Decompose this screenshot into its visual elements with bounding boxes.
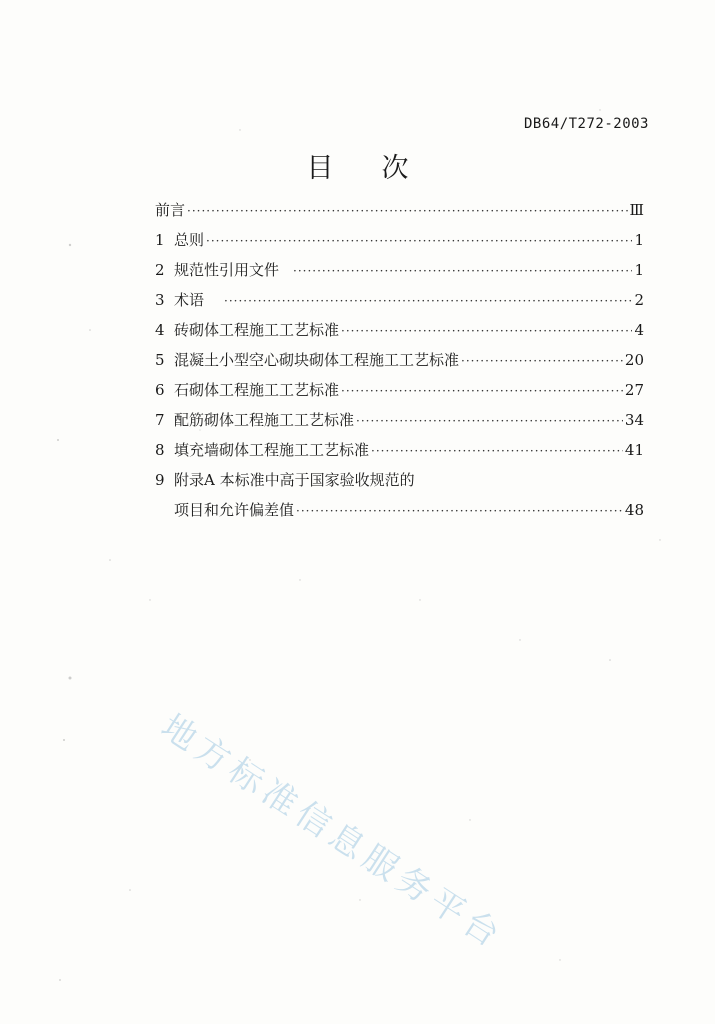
toc-page: 20 — [624, 351, 644, 369]
toc-number: 9 — [155, 471, 165, 489]
toc-entry-4[interactable] — [155, 319, 644, 349]
dot-leader — [341, 384, 623, 398]
toc-entry-5[interactable] — [155, 349, 644, 379]
title-char-2: 次 — [381, 153, 409, 184]
dot-leader — [356, 414, 623, 428]
toc-entry-6[interactable] — [155, 379, 644, 409]
dot-leader — [206, 234, 632, 248]
toc-entry-7[interactable] — [155, 409, 644, 439]
toc-number: 8 — [155, 441, 165, 459]
dot-leader — [371, 444, 623, 458]
toc-entry-8[interactable] — [155, 439, 644, 469]
dot-leader — [224, 294, 632, 308]
toc-page: Ⅲ — [629, 201, 644, 219]
toc-label: 砖砌体工程施工工艺标准 — [174, 321, 340, 339]
toc-page: 1 — [634, 231, 644, 249]
toc-number: 6 — [155, 381, 165, 399]
toc-page: 34 — [624, 411, 644, 429]
page-title — [0, 146, 715, 185]
dot-leader — [296, 504, 623, 518]
toc-page: 2 — [634, 291, 644, 309]
toc-page: 27 — [624, 381, 644, 399]
toc-label: 混凝土小型空心砌块砌体工程施工工艺标准 — [174, 351, 460, 369]
dot-leader — [293, 264, 632, 278]
toc-page: 48 — [624, 501, 644, 519]
toc-label: 石砌体工程施工工艺标准 — [174, 381, 340, 399]
toc-entry-3[interactable] — [155, 289, 644, 319]
toc-label: 总则 — [174, 231, 205, 249]
toc-entry-1[interactable] — [155, 229, 644, 259]
dot-leader — [187, 204, 628, 218]
toc-label: 项目和允许偏差值 — [174, 501, 295, 519]
toc-page: 41 — [624, 441, 644, 459]
toc-label: 规范性引用文件 — [174, 261, 280, 279]
toc-entry-9[interactable] — [155, 469, 644, 499]
toc-entry-2[interactable] — [155, 259, 644, 289]
table-of-contents — [155, 199, 644, 529]
toc-number: 4 — [155, 321, 165, 339]
toc-label: 术语 — [174, 291, 205, 309]
toc-number: 5 — [155, 351, 165, 369]
toc-label: 配筋砌体工程施工工艺标准 — [174, 411, 355, 429]
toc-page: 4 — [634, 321, 644, 339]
toc-number: 3 — [155, 291, 165, 309]
toc-number: 7 — [155, 411, 165, 429]
toc-number: 1 — [155, 231, 165, 249]
toc-label: 填充墙砌体工程施工工艺标准 — [174, 441, 370, 459]
toc-page: 1 — [634, 261, 644, 279]
toc-label: 前言 — [155, 201, 186, 219]
dot-leader — [461, 354, 623, 368]
watermark-text: 地方标准信息服务平台 — [153, 706, 512, 959]
toc-number: 2 — [155, 261, 165, 279]
toc-entry-foreword[interactable] — [155, 199, 644, 229]
title-char-1: 目 — [306, 153, 334, 184]
dot-leader — [341, 324, 632, 338]
document-code: DB64/T272-2003 — [523, 116, 649, 132]
toc-label: 附录A 本标准中高于国家验收规范的 — [174, 471, 415, 489]
toc-entry-9-continued[interactable] — [155, 499, 644, 529]
